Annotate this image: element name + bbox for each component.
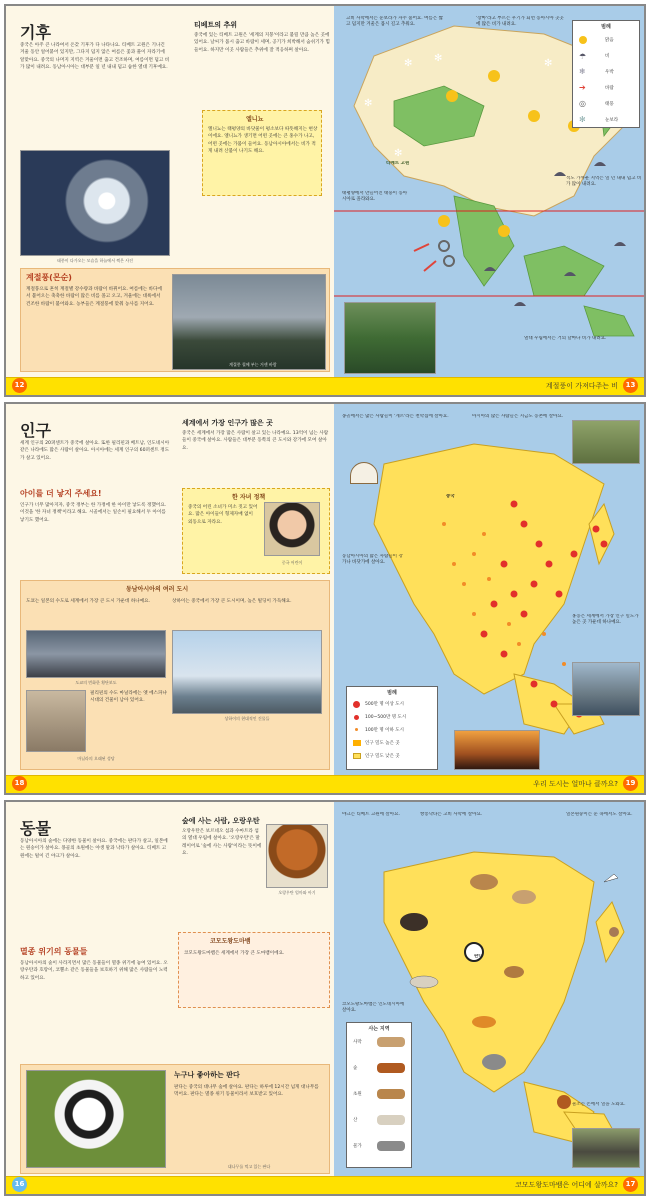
market-photo bbox=[572, 420, 640, 464]
legend-item: 비 bbox=[605, 54, 610, 59]
map-note-china: 중국 bbox=[446, 494, 455, 499]
orangutan-text: 오랑우탄은 보르네오 섬과 수마트라 섬의 열대 우림에 살아요. '오랑우탄'은 말레이어로 '숲에 사는 사람'이라는 뜻이에요. bbox=[182, 829, 262, 857]
camel-icon bbox=[470, 874, 498, 890]
city2-text: 상하이는 중국에서 가장 큰 도시이며, 높은 빌딩이 가득해요. bbox=[172, 599, 292, 604]
page-number-right: 17 bbox=[623, 1177, 638, 1192]
svg-text:✻: ✻ bbox=[364, 98, 373, 109]
intro-text: 세계 인구의 20퍼센트가 중국에 살아요. 또한 필리핀과 베트남, 인도네시아 같은 나라에도 많은 사람이 살아요. 아시아에는 세계 인구의 60퍼센트 정도가 살고 있어요. bbox=[20, 441, 170, 461]
footer-bar bbox=[6, 1176, 644, 1194]
spread-climate bbox=[4, 4, 646, 397]
most-people-title: 세계에서 가장 인구가 많은 곳 bbox=[182, 419, 273, 427]
map-note-macaque: 일본원숭이는 눈 속에서도 살아요. bbox=[566, 812, 633, 817]
snow-leopard-icon bbox=[410, 976, 438, 988]
typhoon-icon: ◎ bbox=[579, 99, 586, 108]
hongkong-photo bbox=[572, 662, 640, 716]
population-legend bbox=[346, 686, 438, 770]
legend-item: 인구 밀도 낮은 곳 bbox=[365, 754, 400, 759]
wind-arrow-icon: ➔ bbox=[579, 83, 586, 92]
rare-text: 동남아시아의 숲이 사라지면서 많은 동물들이 멸종 위기에 놓여 있어요. 오랑우탄과 호랑이, 코뿔소 같은 동물들을 보호하기 위해 많은 사람들이 노력하고 있어요. bbox=[20, 961, 168, 981]
child-caption: 중국 어린이 bbox=[281, 560, 303, 565]
town-dot-icon bbox=[355, 728, 358, 731]
orangutan-caption: 오랑우탄 엄마와 아기 bbox=[278, 890, 316, 895]
snow-leopard-icon bbox=[377, 1115, 405, 1125]
horse-icon bbox=[512, 890, 536, 904]
map-note-east: '장마'라고 부르는 우기가 되면 동아시아 곳곳에 많은 비가 내려요. bbox=[476, 16, 564, 27]
legend-item: 태풍 bbox=[605, 102, 614, 107]
buffalo-photo bbox=[572, 1128, 640, 1168]
map-note-sea: 동남아시아의 많은 사람들이 강가나 바닷가에 살아요. bbox=[342, 554, 403, 565]
one-child-text: 인구가 너무 많아지자, 중국 정부는 한 가정에 한 아이만 낳도록 정했어요. 이것을 '한 자녀 정책'이라고 해요. 시골에서는 일손이 필요해서 두 아이를 낳기도 했어요. bbox=[20, 503, 167, 523]
horse-icon bbox=[377, 1037, 405, 1047]
legend-title: 사는 지역 bbox=[368, 1026, 390, 1032]
sunset-photo bbox=[454, 730, 540, 770]
child-photo bbox=[264, 502, 320, 556]
hail-icon: ❄ bbox=[579, 67, 586, 76]
legend-title: 범례 bbox=[387, 690, 397, 696]
rare-title: 멸종 위기의 동물들 bbox=[20, 947, 88, 956]
legend-item: 바람 bbox=[605, 86, 614, 91]
legend-item: 100~500만 명 도시 bbox=[365, 715, 407, 720]
deer-icon bbox=[504, 966, 524, 978]
panda-photo bbox=[26, 1070, 166, 1168]
orangutan-icon bbox=[557, 1095, 571, 1109]
spread-animals bbox=[4, 800, 646, 1196]
svg-text:✻: ✻ bbox=[544, 58, 553, 69]
city-dot-icon bbox=[354, 715, 359, 720]
map-note-hk: 홍콩은 세계에서 가장 인구 밀도가 높은 곳 가운데 하나예요. bbox=[572, 614, 639, 625]
city-dot-icon bbox=[353, 701, 360, 708]
page-title: 기후 bbox=[20, 23, 51, 42]
manila-photo bbox=[26, 690, 86, 752]
child-text: 중국의 어린 소녀가 미소 짓고 있어요. 많은 아이들이 형제자매 없이 외동으로 자라요. bbox=[188, 505, 258, 525]
habitat-legend bbox=[346, 1022, 412, 1168]
cities-title: 동남아시아의 여러 도시 bbox=[126, 586, 189, 593]
city1-caption: 도쿄의 번화한 횡단보도 bbox=[75, 680, 117, 685]
sun-icon bbox=[579, 36, 587, 44]
page-title: 인구 bbox=[20, 421, 51, 440]
storm-photo bbox=[172, 274, 326, 370]
shanghai-photo bbox=[172, 630, 322, 714]
map-note-panda: 판다 bbox=[474, 954, 483, 959]
legend-item: 맑음 bbox=[605, 38, 614, 43]
child-title: 한 자녀 정책 bbox=[232, 494, 266, 501]
most-people-text: 중국은 세계에서 가장 많은 사람이 살고 있는 나라예요. 13억이 넘는 사람들이 중국에 살아요. 사람들은 대부분 동쪽의 큰 도시와 강가에 모여 살아요. bbox=[182, 431, 329, 451]
city3-caption: 마닐라의 오래된 성당 bbox=[77, 756, 115, 761]
spread-population bbox=[4, 402, 646, 795]
running-title: 코모도왕도마뱀은 어디에 살까요? bbox=[515, 1181, 618, 1189]
camel-icon bbox=[377, 1089, 405, 1099]
svg-text:✻: ✻ bbox=[434, 53, 443, 64]
map-note-buffalo: 물소는 논에서 일을 도와요. bbox=[572, 1102, 626, 1107]
tokyo-photo bbox=[26, 630, 166, 678]
city1-text: 도쿄는 일본의 수도로 세계에서 가장 큰 도시 가운데 하나예요. bbox=[26, 599, 151, 604]
komodo-text: 코모도왕도마뱀은 세계에서 가장 큰 도마뱀이에요. bbox=[184, 951, 285, 956]
dense-area-icon bbox=[353, 740, 361, 746]
map-note-rural: 아시아의 많은 사람들은 지금도 농촌에 살아요. bbox=[472, 414, 564, 419]
city2-caption: 상하이의 현대적인 건물들 bbox=[224, 716, 270, 721]
elnino-text: 엘니뇨는 태평양의 바닷물이 평소보다 따뜻해지는 현상이에요. 엘니뇨가 생기면 어떤 곳에는 큰 홍수가 나고, 어떤 곳에는 가뭄이 들어요. 동남아시아에서는 비가 적게 내려 산불이 나기도 해요. bbox=[208, 127, 318, 155]
city3-text: 필리핀의 수도 마닐라에는 옛 에스파냐 시대의 건물이 남아 있어요. bbox=[90, 691, 167, 704]
tibet-text: 중국에 있는 티베트 고원은 '세계의 지붕'이라고 불릴 만큼 높은 곳에 있어요. 날씨가 몹시 춥고 바람이 세며, 공기가 희박해서 숨쉬기가 힘들어요. 하지만 이곳 사람들은 추위에 잘 적응하며 살아요. bbox=[194, 33, 330, 53]
svg-text:✻: ✻ bbox=[394, 148, 403, 159]
typhoon-photo bbox=[20, 150, 170, 256]
legend-item: 눈보라 bbox=[605, 118, 619, 123]
page-number-left: 18 bbox=[12, 776, 27, 791]
legend-item: 숲 bbox=[353, 1066, 358, 1071]
monkey-icon bbox=[609, 927, 619, 937]
tibet-title: 티베트의 추위 bbox=[194, 21, 238, 29]
running-title: 우리 도시는 얼마나 클까요? bbox=[533, 780, 618, 788]
map-note-yak: 야크는 티베트 고원에 살아요. bbox=[342, 812, 400, 817]
legend-item: 초원 bbox=[353, 1092, 362, 1097]
page-number-left: 12 bbox=[12, 378, 27, 393]
svg-text:✻: ✻ bbox=[404, 58, 413, 69]
map-note-rain: 열대 우림에서는 거의 날마다 비가 내려요. bbox=[524, 336, 607, 341]
elnino-title: 엘니뇨 bbox=[246, 116, 264, 123]
legend-item: 100만 명 이하 도시 bbox=[365, 728, 404, 733]
orangutan-icon bbox=[377, 1063, 405, 1073]
running-title: 계절풍이 가져다주는 비 bbox=[545, 382, 618, 390]
monsoon-text: 계절풍으로 흔히 계절별 강수량과 바람이 바뀌어요. 여름에는 바다에서 불어오는 축축한 바람이 많은 비를 몰고 오고, 겨울에는 대륙에서 건조한 바람이 불어와요. 농부들은 계절풍에 맞춰 농사를 지어요. bbox=[26, 287, 162, 307]
map-note-typhoon: 태평양에서 만들어진 태풍이 동아시아로 올라와요. bbox=[342, 191, 408, 202]
storm-caption: 계절풍 철에 부는 거센 바람 bbox=[229, 362, 277, 367]
sparse-area-icon bbox=[353, 753, 361, 759]
typhoon-caption: 태풍이 다가오는 모습을 하늘에서 찍은 사진 bbox=[57, 258, 133, 263]
climate-legend bbox=[572, 20, 640, 128]
monsoon-title: 계절풍(몬순) bbox=[26, 273, 72, 282]
buffalo-icon bbox=[377, 1141, 405, 1151]
yak-icon bbox=[400, 913, 428, 931]
legend-item: 인구 밀도 높은 곳 bbox=[365, 741, 400, 746]
map-note-camel: 쌍봉낙타는 고비 사막에 살아요. bbox=[420, 812, 483, 817]
legend-item: 500만 명 이상 도시 bbox=[365, 702, 404, 707]
rainforest-photo bbox=[344, 302, 436, 374]
ger-icon bbox=[350, 462, 378, 484]
legend-item: 사막 bbox=[353, 1040, 362, 1045]
map-note-tropic: 적도 가까운 지역은 일 년 내내 덥고 비가 많이 내려요. bbox=[566, 176, 642, 187]
page-number-right: 19 bbox=[623, 776, 638, 791]
page-number-left: 16 bbox=[12, 1177, 27, 1192]
panda-text: 판다는 중국의 대나무 숲에 살아요. 판다는 하루에 12시간 넘게 대나무를 먹어요. 판다는 멸종 위기 동물이라서 보호받고 있어요. bbox=[174, 1085, 319, 1098]
legend-item: 물가 bbox=[353, 1144, 362, 1149]
one-child-title: 아이를 더 낳지 주세요! bbox=[20, 489, 102, 498]
orangutan-title: 숲에 사는 사람, 오랑우탄 bbox=[182, 817, 260, 825]
komodo-title: 코모도왕도마뱀 bbox=[210, 938, 251, 945]
tiger-icon bbox=[472, 1016, 496, 1028]
legend-item: 우박 bbox=[605, 70, 614, 75]
panda-caption: 대나무를 먹고 있는 판다 bbox=[227, 1164, 271, 1169]
footer-bar bbox=[6, 377, 644, 395]
map-note-komodo: 코모도왕도마뱀은 인도네시아에 살아요. bbox=[342, 1002, 405, 1013]
rain-icon: ☂ bbox=[579, 52, 587, 61]
elephant-icon bbox=[482, 1054, 506, 1070]
panda-title: 누구나 좋아하는 판다 bbox=[174, 1071, 240, 1079]
legend-item: 산 bbox=[353, 1118, 358, 1123]
page-title: 동물 bbox=[20, 819, 51, 838]
map-note-mongol: 몽골에서는 많은 사람들이 '게르'라는 천막집에 살아요. bbox=[342, 414, 449, 419]
page-number-right: 13 bbox=[623, 378, 638, 393]
snow-icon: ✻ bbox=[579, 115, 586, 124]
footer-bar bbox=[6, 775, 644, 793]
legend-title: 범례 bbox=[601, 24, 611, 30]
intro-text: 중국은 아주 큰 나라여서 온갖 기후가 다 나타나요. 티베트 고원은 기나긴 겨울 동안 얼어붙어 있지만, 그다지 덥지 않은 여름은 꽃과 풀이 자라기에 알맞아요. 중국의 나머지 지역은 겨울이면 춥고 건조하며, 여름이면 덥고 비가 많이 내려요. 동남아시아는 대부분 일 년 내내 덥고 습한 열대 기후예요. bbox=[20, 43, 170, 71]
intro-text: 동남아시아의 숲에는 다양한 동물이 살아요. 중국에는 판다가 살고, 일본에는 원숭이가 살아요. 몽골의 초원에는 야생 말과 낙타가 살아요. 티베트 고원에는 털이 긴 야크가 살아요. bbox=[20, 839, 168, 859]
orangutan-photo bbox=[266, 824, 328, 888]
map-note-north: 고비 사막에서는 눈보라가 자주 불어요. 여름은 짧고 덥지만 겨울은 몹시 길고 추워요. bbox=[346, 16, 443, 27]
map-note-tibet: 티베트 고원 bbox=[386, 161, 410, 166]
